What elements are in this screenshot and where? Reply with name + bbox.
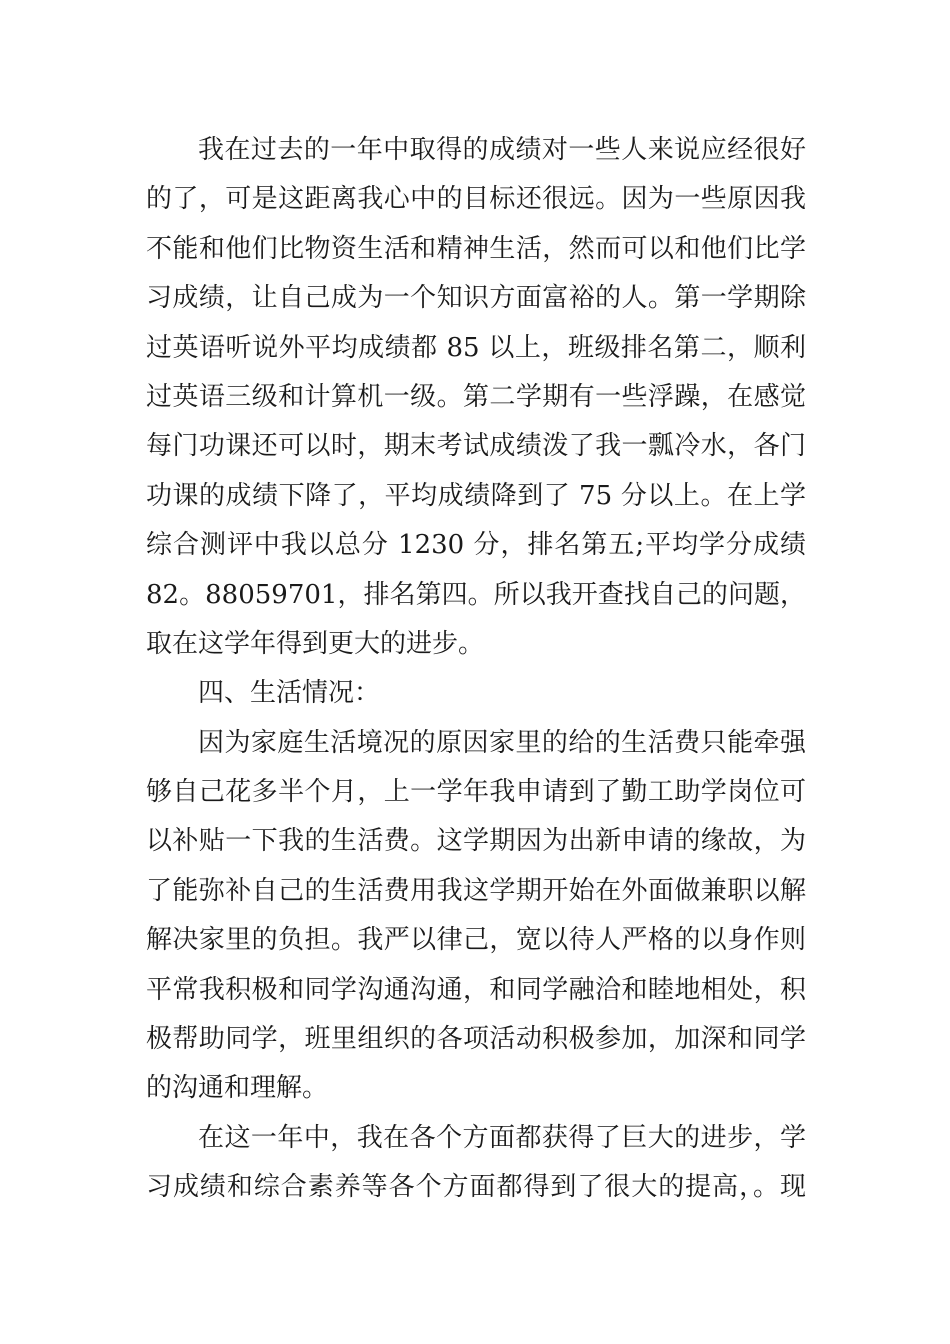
text-line: 平常我积极和同学沟通沟通，和同学融洽和睦地相处，积 [146, 974, 806, 1005]
text-line: 过英语三级和计算机一级。第二学期有一些浮躁，在感觉 [146, 381, 806, 412]
text-line: 我在过去的一年中取得的成绩对一些人来说应经很好 [198, 135, 806, 165]
text-line: 极帮助同学，班里组织的各项活动积极参加，加深和同学 [146, 1024, 806, 1055]
text-line: 的了，可是这距离我心中的目标还很远。因为一些原因我 [146, 184, 806, 215]
text-line: 解决家里的负担。我严以律己，宽以待人严格的以身作则 [146, 925, 806, 956]
document-body [146, 126, 806, 1213]
text-line: 取在这学年得到更大的进步。 [146, 628, 485, 659]
text-line: 不能和他们比物资生活和精神生活，然而可以和他们比学 [146, 233, 806, 264]
text-line: 的沟通和理解。 [146, 1073, 329, 1104]
text-line: 每门功课还可以时，期末考试成绩泼了我一瓢冷水，各门 [146, 431, 806, 462]
text-line: 够自己花多半个月，上一学年我申请到了勤工助学岗位可 [146, 777, 806, 808]
text-line: 习成绩，让自己成为一个知识方面富裕的人。第一学期除 [146, 283, 806, 314]
text-line: 在这一年中，我在各个方面都获得了巨大的进步，学 [198, 1122, 806, 1153]
text-line: 以补贴一下我的生活费。这学期因为出新申请的缘故，为 [146, 826, 806, 857]
text-line: 因为家庭生活境况的原因家里的给的生活费只能牵强 [198, 727, 806, 758]
text-line: 82。88059701，排名第四。所以我开查找自己的问题， [146, 579, 806, 610]
text-line: 习成绩和综合素养等各个方面都得到了很大的提高，。现 [146, 1172, 806, 1203]
text-line: 功课的成绩下降了，平均成绩降到了 75 分以上。在上学 [146, 480, 806, 511]
text-line: 综合测评中我以总分 1230 分，排名第五;平均学分成绩 [146, 530, 806, 561]
text-line: 了能弥补自己的生活费用我这学期开始在外面做兼职以解 [146, 875, 806, 906]
text-line: 过英语听说外平均成绩都 85 以上，班级排名第二，顺利 [146, 332, 806, 363]
text-line: 四、生活情况： [198, 678, 381, 709]
